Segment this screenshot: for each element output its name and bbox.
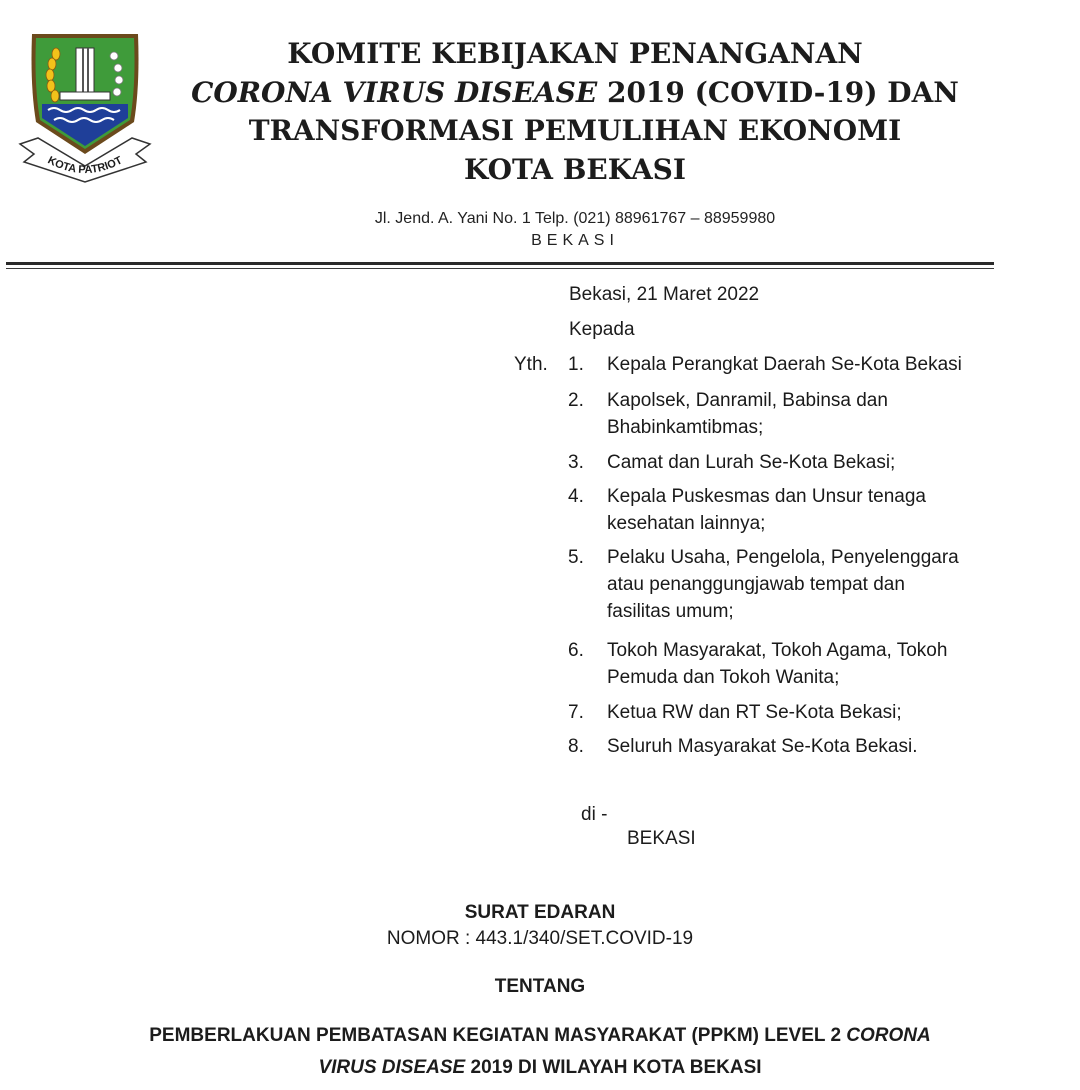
- emblem-tower: [76, 48, 94, 96]
- recipient-number: 7.: [568, 702, 584, 723]
- circular-subject-line1: PEMBERLAKUAN PEMBATASAN KEGIATAN MASYARAKAT (PPKM) LEVEL 2 CORONA: [149, 1025, 931, 1046]
- recipient-number: 5.: [568, 547, 584, 568]
- circular-title: SURAT EDARAN: [464, 902, 616, 923]
- recipient-number: 1.: [568, 354, 584, 375]
- recipient-number: 3.: [568, 452, 584, 473]
- letterhead-title-line2-rest: 2019 (COVID-19) DAN: [597, 76, 959, 109]
- city-emblem-logo: [18, 26, 152, 186]
- recipient-item: Pelaku Usaha, Pengelola, Penyelenggara atau penanggungjawab tempat dan fasilitas umum;: [607, 547, 959, 622]
- letterhead-divider-thin: [6, 268, 994, 269]
- recipient-item: Tokoh Masyarakat, Tokoh Agama, Tokoh Pemuda dan Tokoh Wanita;: [607, 640, 948, 688]
- letter-di: di -: [581, 804, 608, 825]
- circular-subject: [60, 1020, 1020, 1084]
- letter-to-label: Kepada: [569, 319, 635, 340]
- letter-place: BEKASI: [627, 828, 696, 849]
- recipient-item: Kapolsek, Danramil, Babinsa dan Bhabinkamtibmas;: [607, 390, 888, 438]
- circular-about-label: TENTANG: [494, 976, 586, 997]
- recipient-item: Kepala Perangkat Daerah Se-Kota Bekasi: [607, 354, 962, 375]
- recipient-item: Camat dan Lurah Se-Kota Bekasi;: [607, 452, 896, 473]
- letterhead-address: Jl. Jend. A. Yani No. 1 Telp. (021) 88961767 – 88959980: [374, 210, 776, 227]
- recipient-number: 4.: [568, 486, 584, 507]
- letterhead-italic-term: CORONA VIRUS DISEASE: [191, 76, 598, 109]
- letter-date: Bekasi, 21 Maret 2022: [569, 284, 760, 305]
- recipient-number: 6.: [568, 640, 584, 661]
- recipient-number: 2.: [568, 390, 584, 411]
- circular-subject-line2: VIRUS DISEASE 2019 DI WILAYAH KOTA BEKASI: [318, 1057, 762, 1078]
- letterhead-title-line1: KOMITE KEBIJAKAN PENANGANAN: [287, 37, 863, 70]
- letter-yth: Yth.: [514, 354, 548, 375]
- letterhead-title-line2: [150, 76, 1000, 109]
- circular-number: NOMOR : 443.1/340/SET.COVID-19: [386, 928, 694, 949]
- letterhead-title-line4: KOTA BEKASI: [463, 153, 686, 186]
- letterhead-city: BEKASI: [531, 232, 619, 249]
- recipient-item: Ketua RW dan RT Se-Kota Bekasi;: [607, 702, 902, 723]
- emblem-motto: KOTA PATRIOT: [45, 154, 125, 177]
- recipient-number: 8.: [568, 736, 584, 757]
- letterhead-divider-thick: [6, 262, 994, 265]
- recipient-item: Seluruh Masyarakat Se-Kota Bekasi.: [607, 736, 918, 757]
- recipient-item: Kepala Puskesmas dan Unsur tenaga kesehatan lainnya;: [607, 486, 926, 534]
- letterhead-title-line3: TRANSFORMASI PEMULIHAN EKONOMI: [248, 114, 902, 147]
